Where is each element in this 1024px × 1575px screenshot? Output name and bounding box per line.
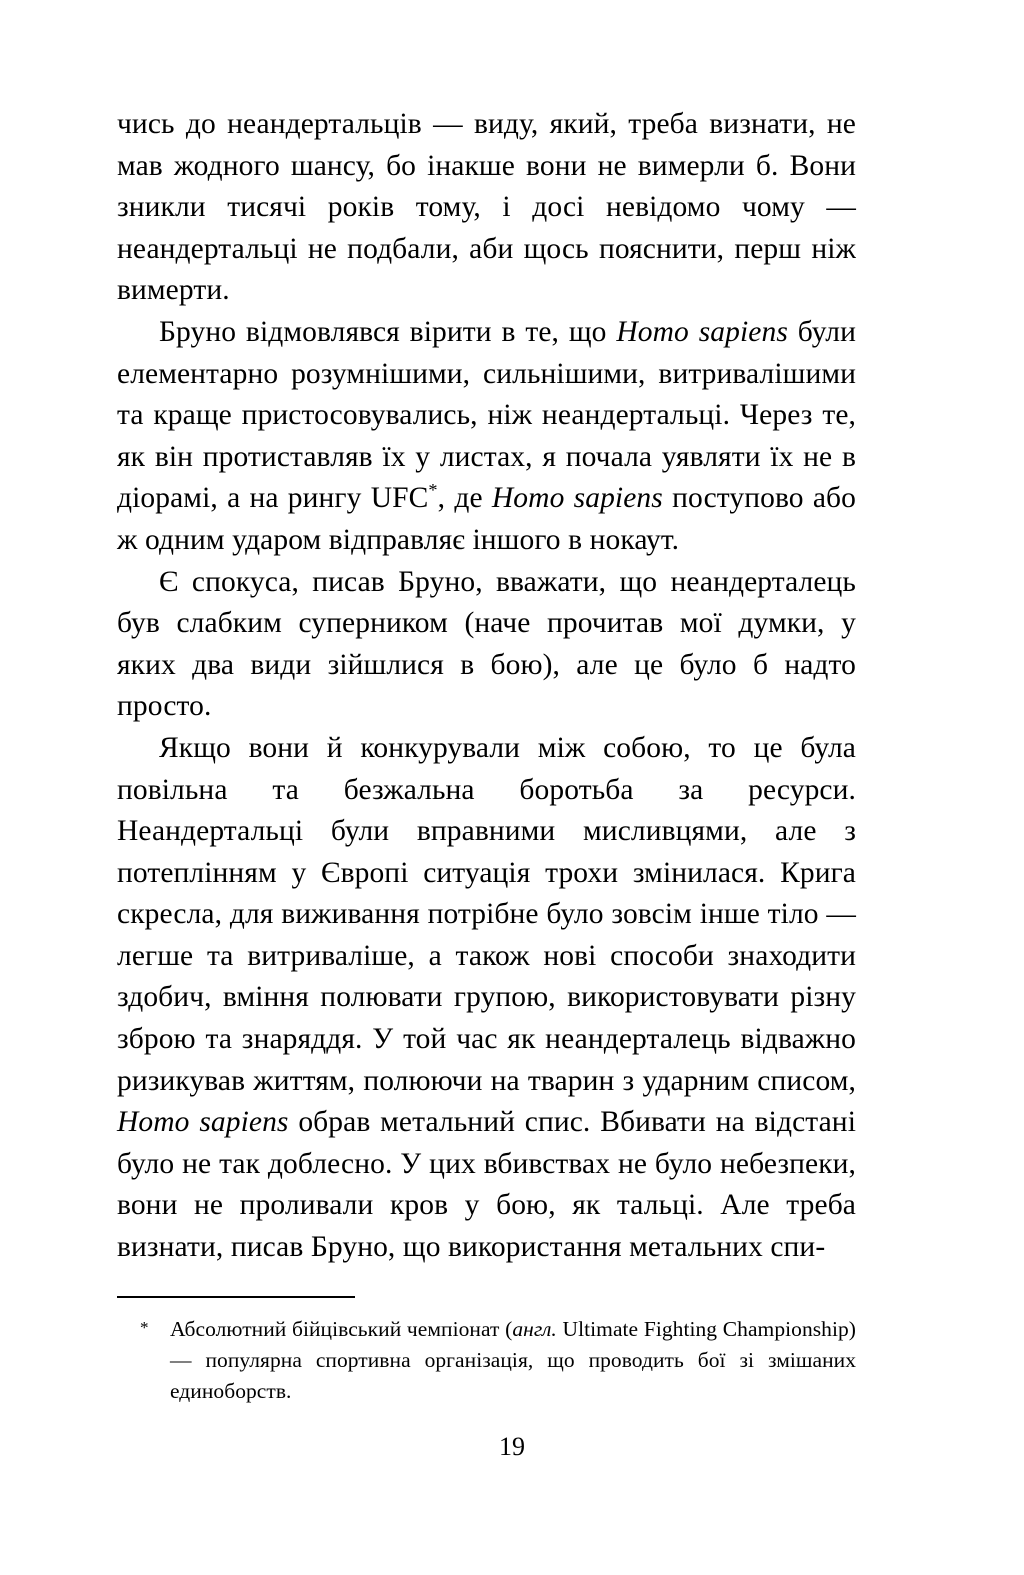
paragraph-temptation [117, 562, 856, 728]
footnote-marker [117, 1314, 170, 1346]
paragraph-bruno-refused [117, 312, 856, 562]
footnote-text [170, 1314, 856, 1438]
footnote-separator-rule [117, 1296, 355, 1298]
footnote-area [117, 1296, 856, 1438]
paragraph-competition [117, 728, 856, 1269]
paragraph-segment-text: поступово або ж одним ударом відправляє іншого в нокаут. [117, 482, 857, 556]
footnote-segment-text: Ultimate Fighting Championship) — популярна спортивна організація, що проводить бої зі змішаних единоборств. [170, 1317, 856, 1403]
language-abbreviation-italic: англ. [512, 1317, 557, 1341]
paragraph-segment-text: Якщо вони й конкурували між собою, то це була повільна та безжальна боротьба за ресурси. Неандертальці були вправними мисливцями, але з потеплінням у Європі ситуація трохи змінилася. Крига скресла, для виживання потрібне було зовсім інше тіло — легше та витриваліше, а також нові способи знаходити здобич, вміння полювати групою, використовувати різну зброю та знаряддя. У той час як неандерталець відважно ризикував життям, полюючи на тварин з ударним списом, [117, 731, 856, 1097]
footnote-segment-text: Абсолютний бійцівський чемпіонат ( [170, 1317, 513, 1341]
species-name-italic: Homo sapiens [491, 482, 663, 515]
paragraph-segment-text: Бруно відмовлявся вірити в те, що [159, 315, 617, 348]
footnote-marker-glyph: * [140, 1318, 149, 1337]
paragraph-text: чись до неандертальців — виду, який, треба визнати, не мав жодного шансу, бо інакше вони не вимерли б. Вони зникли тисячі років тому, і досі невідомо чому — неандертальці не подбали, аби щось пояснити, перш ніж вимерти. [117, 108, 856, 307]
page-number: 19 [499, 1432, 525, 1461]
paragraph-continuation [117, 104, 856, 312]
paragraph-segment-text: , де [437, 482, 492, 515]
footnote-entry [117, 1314, 856, 1438]
paragraph-segment-text: обрав метальний спис. Вбивати на відстані було не так доблесно. У цих вбивствах не було небезпеки, вони не проливали кров у бою, як тальці. Але треба визнати, писав Бруно, що використання метальних спи- [117, 1106, 856, 1264]
species-name-italic: Homo sapiens [616, 315, 788, 348]
species-name-italic: Homo sapiens [117, 1106, 289, 1139]
paragraph-segment-text: були елементарно розумнішими, сильнішими, витривалішими та краще пристосовувались, ніж неандертальці. Через те, як він протиставляв їх у листах, я почала уявляти їх не в діорамі, а на рингу UFC [117, 315, 856, 515]
footnote-reference-marker: * [428, 480, 438, 501]
paragraph-text: Є спокуса, писав Бруно, вважати, що неандерталець був слабким суперником (наче прочитав мої думки, у яких два види зійшлися в бою), але це було б надто просто. [117, 565, 856, 723]
body-text-block [117, 104, 856, 1269]
